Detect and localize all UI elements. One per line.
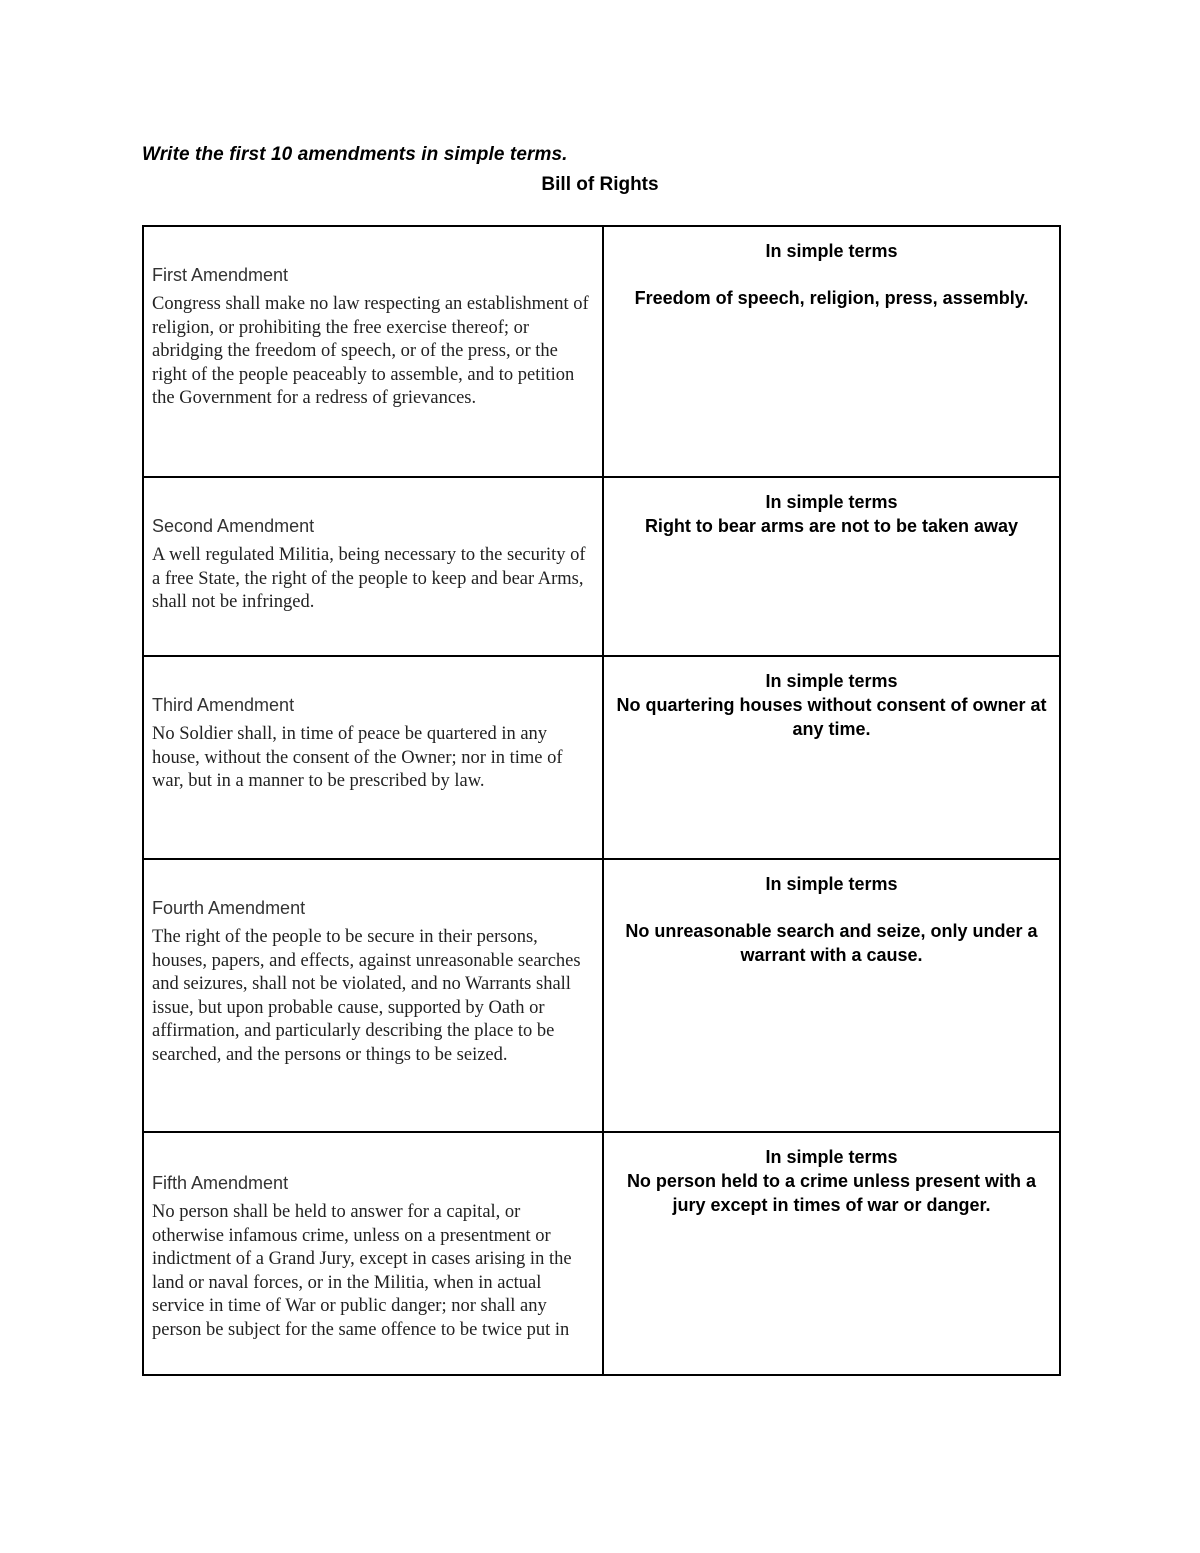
simple-terms-cell [603, 656, 1060, 859]
amendment-name: Second Amendment [152, 516, 315, 536]
amendment-text: The right of the people to be secure in their persons, houses, papers, and effects, against unreasonable searches and seizures, shall not be violated, and no Warrants shall issue, but upon probable cause, supported by Oath or affirmation, and particularly describing the place to be searched, and the persons or things to be seized. [152, 927, 581, 1065]
table-row [143, 1132, 1060, 1375]
amendment-name: Third Amendment [152, 695, 295, 715]
simple-terms-label: In simple terms [765, 1147, 898, 1167]
page-title: Bill of Rights [541, 174, 659, 195]
amendment-text: Congress shall make no law respecting an establishment of religion, or prohibiting the free exercise thereof; or abridging the freedom of speech, or of the press, or the right of the people peaceably to assemble, and to petition the Government for a redress of grievances. [152, 294, 589, 408]
amendments-table [142, 225, 1061, 1376]
simple-terms-text: No person held to a crime unless present with a jury except in times of war or danger. [626, 1171, 1037, 1215]
amendment-cell [143, 226, 603, 477]
amendment-name: Fourth Amendment [152, 898, 306, 918]
amendment-name: Fifth Amendment [152, 1173, 289, 1193]
amendment-cell [143, 859, 603, 1132]
simple-terms-label: In simple terms [765, 874, 898, 894]
instruction-heading: Write the first 10 amendments in simple terms. [142, 144, 568, 165]
simple-terms-text: Freedom of speech, religion, press, assembly. [634, 288, 1029, 308]
table-row [143, 226, 1060, 477]
table-row [143, 859, 1060, 1132]
amendment-text: No Soldier shall, in time of peace be quartered in any house, without the consent of the Owner; nor in time of war, but in a manner to be prescribed by law. [152, 724, 563, 791]
simple-terms-cell [603, 477, 1060, 656]
amendment-cell [143, 1132, 603, 1375]
amendment-cell [143, 656, 603, 859]
table-row [143, 477, 1060, 656]
simple-terms-text: Right to bear arms are not to be taken away [644, 516, 1019, 536]
simple-terms-text: No unreasonable search and seize, only under a warrant with a cause. [625, 921, 1038, 965]
amendment-text: No person shall be held to answer for a capital, or otherwise infamous crime, unless on a presentment or indictment of a Grand Jury, except in cases arising in the land or naval forces, or in the Militia, when in actual service in time of War or public danger; nor shall any person be subject for the same offence to be twice put in [152, 1202, 572, 1340]
amendment-cell [143, 477, 603, 656]
simple-terms-cell [603, 226, 1060, 477]
simple-terms-label: In simple terms [765, 671, 898, 691]
simple-terms-cell [603, 859, 1060, 1132]
simple-terms-cell [603, 1132, 1060, 1375]
simple-terms-text: No quartering houses without consent of owner at any time. [616, 695, 1047, 739]
simple-terms-label: In simple terms [765, 492, 898, 512]
table-row [143, 656, 1060, 859]
simple-terms-label: In simple terms [765, 241, 898, 261]
amendment-name: First Amendment [152, 265, 289, 285]
amendment-text: A well regulated Militia, being necessary to the security of a free State, the right of the people to keep and bear Arms, shall not be infringed. [152, 545, 586, 612]
